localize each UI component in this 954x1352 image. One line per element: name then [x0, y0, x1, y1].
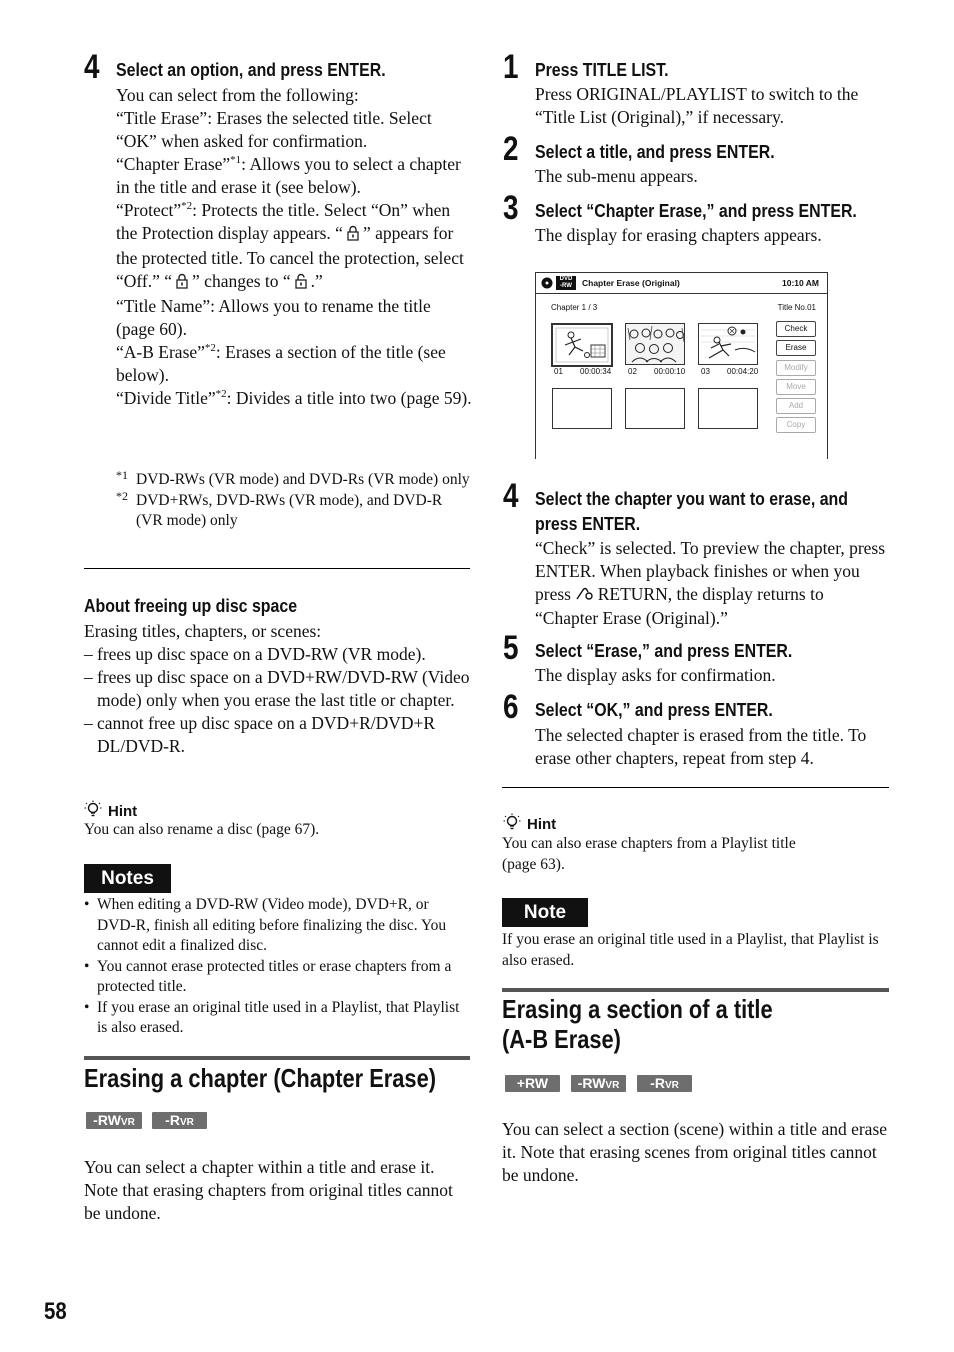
hint-label-row	[84, 800, 137, 822]
lightbulb-icon	[503, 813, 521, 835]
section-rule	[502, 988, 889, 992]
empty-thumbnail-slot	[698, 388, 758, 429]
crowd-scene-image	[626, 324, 684, 364]
step-heading: press ENTER.	[535, 513, 641, 534]
chapter-time: 00:00:10	[654, 367, 686, 376]
option-chapter-erase: “Chapter Erase”$^{*1}$: Allows you to select a chapter in the title and erase it (see below).	[116, 154, 461, 197]
screen-clock: 10:10 AM	[781, 278, 819, 288]
divider	[84, 568, 470, 569]
step-number: 3	[503, 189, 519, 227]
disc-icon	[541, 277, 553, 291]
step-number: 4	[503, 477, 519, 515]
check-button[interactable]: Check	[776, 321, 816, 337]
section-title: Erasing a chapter (Chapter Erase)	[84, 1063, 436, 1093]
step-heading: Select “Chapter Erase,” and press ENTER.	[535, 200, 857, 221]
footnotes	[116, 470, 470, 532]
chapter-time: 00:00:34	[580, 367, 612, 376]
option-protect: “Protect”$^{*2}$: Protects the title. Select “On” when the Protection display appears. “ ” appears for the protected title. To cancel the protection, select “Off.” “ ” changes to “ .”	[116, 199, 472, 295]
note-text: If you erase an original title used in a Playlist, that Playlist is also erased.	[502, 931, 879, 969]
move-button[interactable]: Move	[776, 379, 816, 395]
step-text: The display for erasing chapters appears.	[535, 225, 822, 245]
format-badge: +RW	[505, 1075, 560, 1092]
hint-text: You can also erase chapters from a Playlist title (page 63).	[502, 835, 796, 873]
lock-open-icon	[294, 272, 308, 295]
list-item: – cannot free up disc space on a DVD+R/DVD+R DL/DVD-R.	[84, 713, 436, 756]
chapter-number: 02	[628, 367, 637, 376]
format-badge: -RWVR	[571, 1075, 626, 1092]
lock-closed-icon	[346, 224, 360, 247]
step-heading: Select “OK,” and press ENTER.	[535, 699, 773, 720]
soccer-scene-image	[553, 325, 611, 365]
step4-body	[116, 84, 472, 410]
format-badge: -RVR	[637, 1075, 692, 1092]
freeing-heading: About freeing up disc space	[84, 595, 298, 616]
section-rule	[84, 1056, 470, 1060]
modify-button[interactable]: Modify	[776, 360, 816, 376]
note-item: • When editing a DVD-RW (Video mode), DVD+R, or DVD-R, finish all editing before finalizing the disc. You cannot edit a finalized disc.	[84, 896, 447, 954]
step-heading: Select “Erase,” and press ENTER.	[535, 640, 793, 661]
hint-text: You can also rename a disc (page 67).	[84, 821, 320, 838]
chapter-thumbnail[interactable]	[698, 323, 758, 365]
option-title-erase: “Title Erase”: Erases the selected title. Select “OK” when asked for confirmation.	[116, 108, 432, 151]
hint-label: Hint	[108, 802, 138, 820]
hint-label: Hint	[527, 815, 557, 833]
chapter-number: 03	[701, 367, 710, 376]
option-title-name: “Title Name”: Allows you to rename the title (page 60).	[116, 296, 431, 339]
add-button[interactable]: Add	[776, 398, 816, 414]
lock-closed-icon	[175, 272, 189, 295]
notes-label: Notes	[84, 864, 171, 893]
step-heading: Select a title, and press ENTER.	[535, 141, 775, 162]
option-ab-erase: “A-B Erase”$^{*2}$: Erases a section of the title (see below).	[116, 342, 446, 385]
step-text: The selected chapter is erased from the title. To erase other chapters, repeat from step 4.	[535, 725, 867, 768]
step-heading: Select the chapter you want to erase, and	[535, 488, 848, 509]
chapter-number: 01	[554, 367, 563, 376]
step-number: 5	[503, 629, 519, 667]
list-item: – frees up disc space on a DVD+RW/DVD-RW (Video mode) only when you erase the last title or chapter.	[84, 667, 470, 710]
note-label: Note	[502, 898, 588, 927]
freeing-intro: Erasing titles, chapters, or scenes:	[84, 621, 322, 641]
format-badge: -RVR	[152, 1112, 207, 1129]
section-body: You can select a section (scene) within a title and erase it. Note that erasing scenes from original titles cannot be undone.	[502, 1119, 888, 1185]
chapter-thumbnail[interactable]	[625, 323, 685, 365]
chapter-counter: Chapter 1 / 3	[551, 303, 598, 312]
empty-thumbnail-slot	[625, 388, 685, 429]
return-icon	[575, 584, 593, 607]
step-number: 6	[503, 688, 519, 726]
note-item: • You cannot erase protected titles or erase chapters from a protected title.	[84, 957, 452, 995]
section-body: You can select a chapter within a title and erase it. Note that erasing chapters from original titles cannot be undone.	[84, 1157, 453, 1223]
chapter-erase-screen	[535, 272, 828, 459]
freeing-body	[84, 620, 470, 758]
format-badge: -RWVR	[86, 1112, 142, 1129]
chapter-time: 00:04:20	[727, 367, 759, 376]
page-number: 58	[44, 1298, 67, 1325]
step-text: The sub-menu appears.	[535, 166, 698, 186]
chapter-thumbnail[interactable]	[551, 323, 613, 367]
erase-button[interactable]: Erase	[776, 340, 816, 356]
goal-scene-image	[699, 324, 757, 364]
copy-button[interactable]: Copy	[776, 417, 816, 433]
list-item: – frees up disc space on a DVD-RW (VR mode).	[84, 644, 426, 664]
step-number: 2	[503, 130, 519, 168]
step-heading: Select an option, and press ENTER.	[116, 59, 386, 80]
hint-label-row	[503, 813, 556, 835]
step-number: 1	[503, 48, 519, 86]
screen-title: Chapter Erase (Original)	[582, 278, 680, 288]
divider	[502, 787, 889, 788]
step-text: The display asks for confirmation.	[535, 665, 776, 685]
step4-intro: You can select from the following:	[116, 85, 359, 105]
lightbulb-icon	[84, 800, 102, 822]
note-item: • If you erase an original title used in a Playlist, that Playlist is also erased.	[84, 998, 460, 1036]
step-number: 4	[84, 48, 100, 86]
step-text: Press ORIGINAL/PLAYLIST to switch to the “Title List (Original),” if necessary.	[535, 84, 859, 127]
step-heading: Press TITLE LIST.	[535, 59, 669, 80]
section-title: (A-B Erase)	[502, 1024, 621, 1054]
footnote-2: *2 DVD+RWs, DVD-RWs (VR mode), and DVD-R (VR mode) only	[116, 488, 443, 529]
section-title: Erasing a section of a title	[502, 994, 773, 1024]
option-divide-title: “Divide Title”$^{*2}$: Divides a title into two (page 59).	[116, 388, 472, 408]
step-text: “Check” is selected. To preview the chapter, press ENTER. When playback finishes or when you press RETURN, the display returns to “Chapter Erase (Original).”	[535, 538, 886, 628]
notes-list	[84, 895, 470, 1039]
title-number: Title No.01	[777, 303, 816, 312]
footnote-1: *1 DVD-RWs (VR mode) and DVD-Rs (VR mode) only	[116, 468, 470, 488]
empty-thumbnail-slot	[552, 388, 612, 429]
disc-type-badge: DVD -RW	[556, 276, 576, 290]
screen-title-bar	[536, 273, 827, 294]
